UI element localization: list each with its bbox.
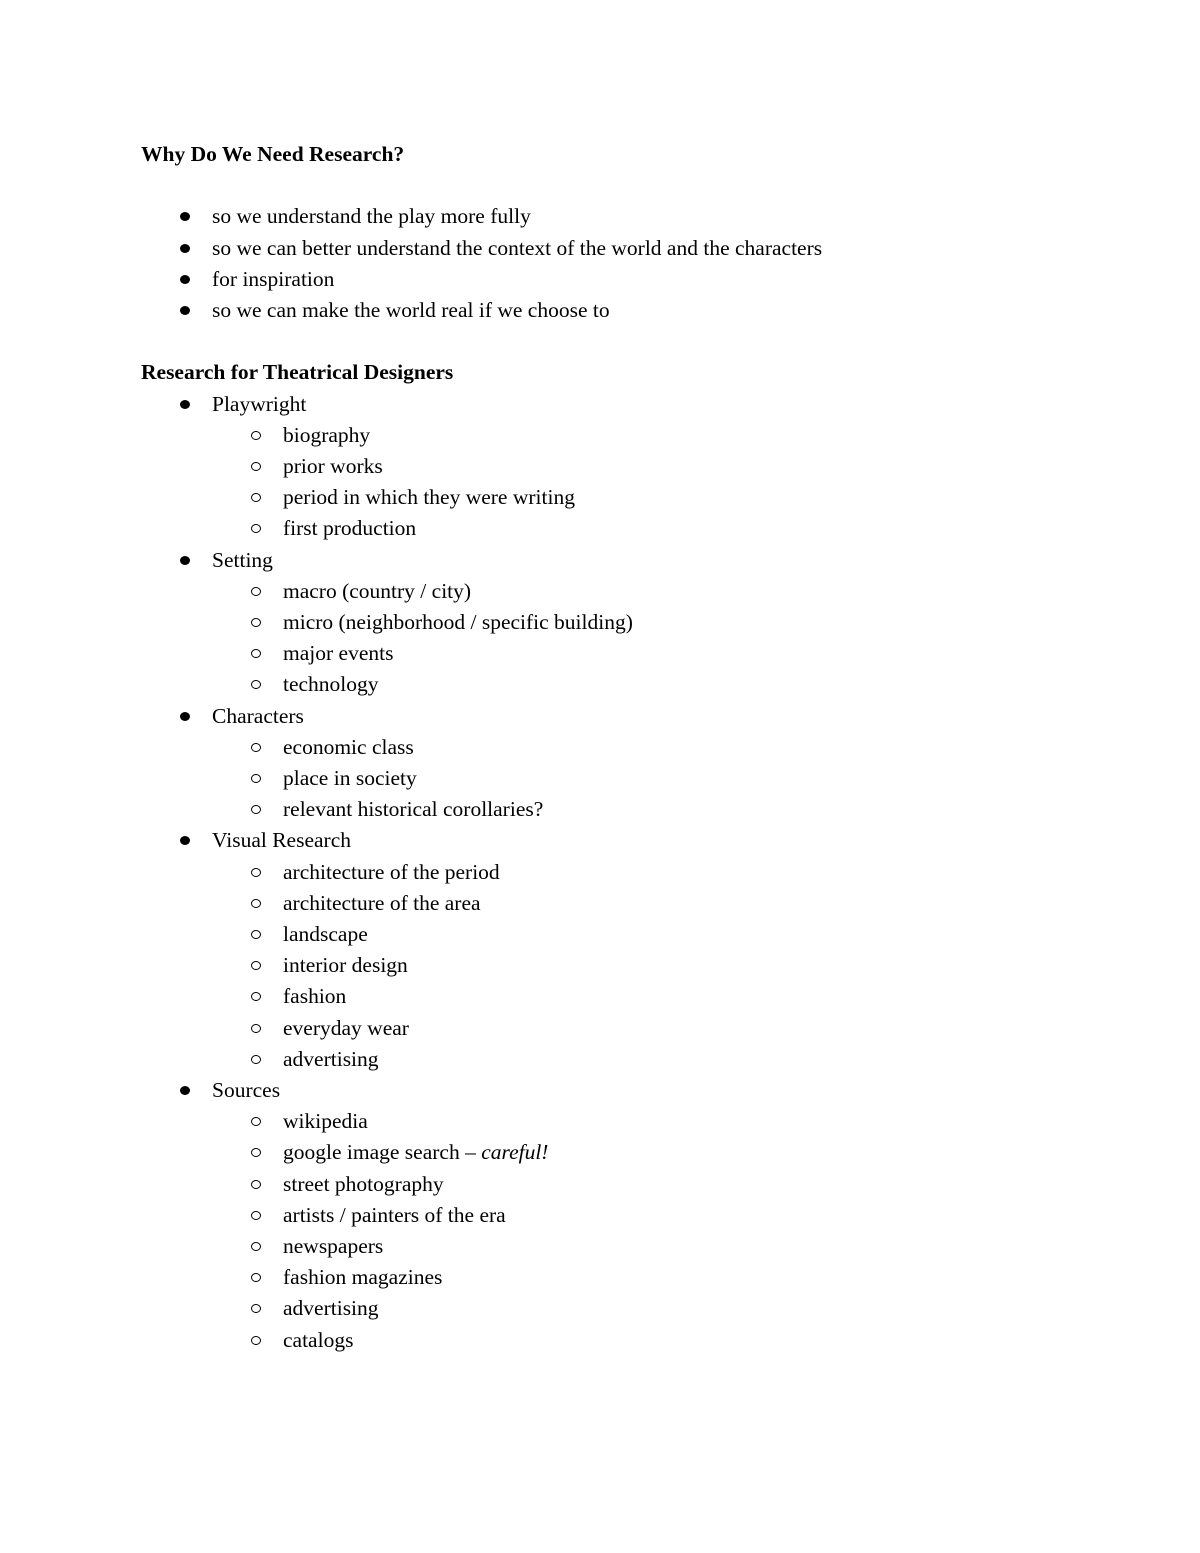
blank-line: [141, 326, 1101, 357]
circle-bullet-icon: [251, 1242, 261, 1251]
heading-why-research: Why Do We Need Research?: [141, 142, 405, 166]
sublist-item: interior design: [212, 950, 1101, 981]
sublist-item: google image search – careful!: [212, 1137, 1101, 1168]
careful-emphasis: careful!: [481, 1140, 549, 1165]
circle-bullet-icon: [251, 743, 261, 752]
sublist-item: prior works: [212, 451, 1101, 482]
circle-bullet-icon: [251, 899, 261, 908]
circle-bullet-icon: [251, 524, 261, 533]
list-item: so we understand the play more fully: [141, 201, 1101, 232]
sublist-item: first production: [212, 513, 1101, 544]
list-item-playwright: Playwright biography prior works period in which they were writing first production: [141, 389, 1101, 545]
sublist-item: fashion magazines: [212, 1262, 1101, 1293]
sublist-item: biography: [212, 420, 1101, 451]
bullet-icon: [180, 836, 190, 845]
circle-bullet-icon: [251, 1304, 261, 1313]
circle-bullet-icon: [251, 462, 261, 471]
circle-bullet-icon: [251, 587, 261, 596]
list-item-sources: Sources wikipedia google image search – careful! street photography artists / painters of the era newspapers fashion magazines advertising catalogs: [141, 1075, 1101, 1356]
list-item: so we can better understand the context of the world and the characters: [141, 233, 1101, 264]
sublist-item: fashion: [212, 981, 1101, 1012]
bullet-icon: [180, 244, 190, 253]
sublist-item: artists / painters of the era: [212, 1200, 1101, 1231]
bullet-icon: [180, 556, 190, 565]
circle-bullet-icon: [251, 431, 261, 440]
why-research-list: [141, 201, 1101, 326]
circle-bullet-icon: [251, 1148, 261, 1157]
sublist-item: advertising: [212, 1293, 1101, 1324]
visual-research-sublist: [141, 857, 1101, 1075]
list-item: so we can make the world real if we choose to: [141, 295, 1101, 326]
circle-bullet-icon: [251, 649, 261, 658]
designers-research-list: [141, 389, 1101, 1356]
circle-bullet-icon: [251, 992, 261, 1001]
circle-bullet-icon: [251, 1024, 261, 1033]
bullet-icon: [180, 712, 190, 721]
list-item-setting: Setting macro (country / city) micro (neighborhood / specific building) major events technology: [141, 545, 1101, 701]
sublist-item: street photography: [212, 1169, 1101, 1200]
sublist-item: place in society: [212, 763, 1101, 794]
circle-bullet-icon: [251, 868, 261, 877]
sublist-item: economic class: [212, 732, 1101, 763]
sublist-item: relevant historical corollaries?: [212, 794, 1101, 825]
sublist-item: catalogs: [212, 1325, 1101, 1356]
document-content: [141, 139, 1101, 1356]
bullet-icon: [180, 1086, 190, 1095]
sublist-item: newspapers: [212, 1231, 1101, 1262]
bullet-icon: [180, 275, 190, 284]
circle-bullet-icon: [251, 930, 261, 939]
circle-bullet-icon: [251, 1117, 261, 1126]
sublist-item: everyday wear: [212, 1013, 1101, 1044]
list-item-characters: Characters economic class place in society relevant historical corollaries?: [141, 701, 1101, 826]
sublist-item: technology: [212, 669, 1101, 700]
sublist-item: period in which they were writing: [212, 482, 1101, 513]
circle-bullet-icon: [251, 1336, 261, 1345]
sublist-item: architecture of the area: [212, 888, 1101, 919]
sublist-item: macro (country / city): [212, 576, 1101, 607]
circle-bullet-icon: [251, 493, 261, 502]
circle-bullet-icon: [251, 1180, 261, 1189]
blank-line: [141, 170, 1101, 201]
circle-bullet-icon: [251, 1055, 261, 1064]
circle-bullet-icon: [251, 618, 261, 627]
setting-sublist: [141, 576, 1101, 701]
sublist-item: micro (neighborhood / specific building): [212, 607, 1101, 638]
playwright-sublist: [141, 420, 1101, 545]
bullet-icon: [180, 400, 190, 409]
sublist-item: wikipedia: [212, 1106, 1101, 1137]
bullet-icon: [180, 306, 190, 315]
circle-bullet-icon: [251, 774, 261, 783]
heading-theatrical-designers: Research for Theatrical Designers: [141, 360, 454, 385]
circle-bullet-icon: [251, 961, 261, 970]
sublist-item: major events: [212, 638, 1101, 669]
circle-bullet-icon: [251, 1211, 261, 1220]
sublist-item: architecture of the period: [212, 857, 1101, 888]
list-item: for inspiration: [141, 264, 1101, 295]
sublist-item: advertising: [212, 1044, 1101, 1075]
circle-bullet-icon: [251, 805, 261, 814]
circle-bullet-icon: [251, 1273, 261, 1282]
characters-sublist: [141, 732, 1101, 826]
sublist-item: landscape: [212, 919, 1101, 950]
list-item-visual-research: Visual Research architecture of the period architecture of the area landscape interior design fashion everyday wear advertising: [141, 825, 1101, 1075]
sources-sublist: [141, 1106, 1101, 1356]
bullet-icon: [180, 212, 190, 221]
circle-bullet-icon: [251, 680, 261, 689]
